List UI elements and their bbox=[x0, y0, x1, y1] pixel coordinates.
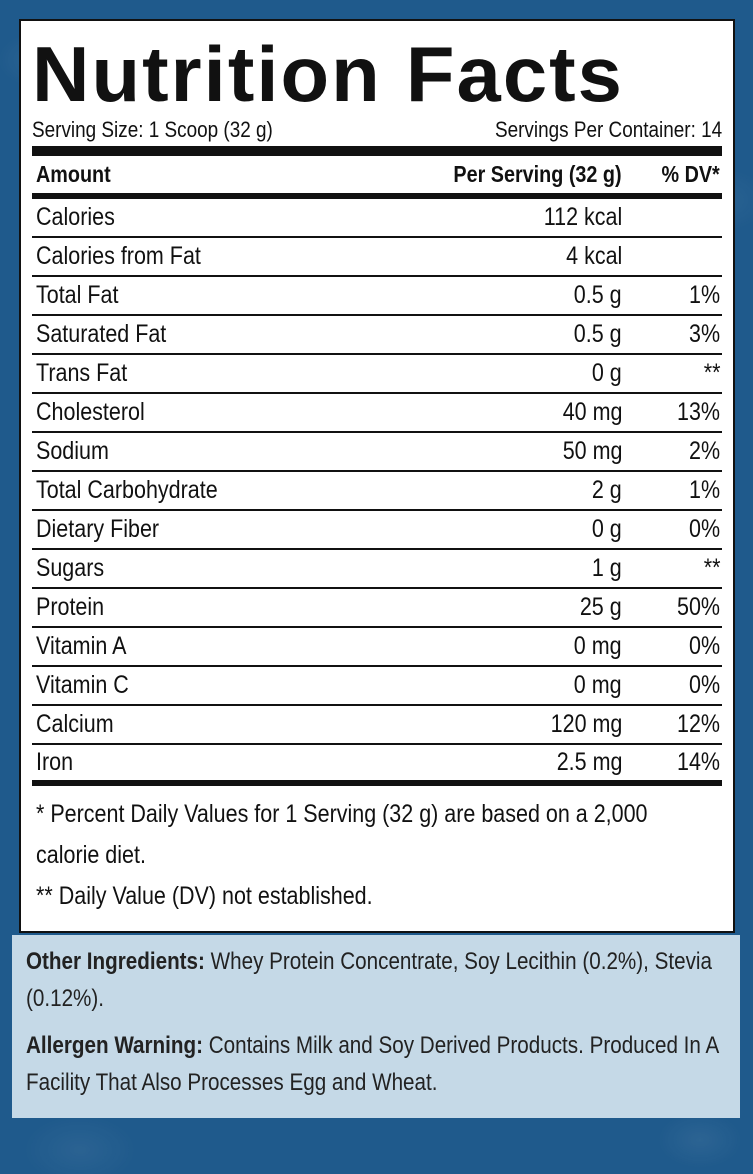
nutrient-amount: 0 mg bbox=[574, 671, 622, 699]
table-row bbox=[32, 199, 722, 238]
footnote-percent-dv: * Percent Daily Values for 1 Serving (32 g) are based on a 2,000 calorie diet. bbox=[36, 800, 648, 869]
serving-info bbox=[32, 117, 722, 156]
header-dv: % DV* bbox=[661, 161, 720, 187]
table-row bbox=[32, 433, 722, 472]
nutrition-label bbox=[19, 19, 735, 933]
header-amount: Amount bbox=[36, 161, 111, 187]
nutrient-dv: 13% bbox=[676, 398, 720, 426]
nutrient-name: Saturated Fat bbox=[36, 320, 167, 348]
nutrient-amount: 1 g bbox=[592, 554, 622, 582]
nutrient-name: Sugars bbox=[36, 554, 105, 582]
table-row bbox=[32, 550, 722, 589]
ingredients-panel bbox=[12, 935, 740, 1118]
nutrient-amount: 50 mg bbox=[562, 437, 622, 465]
other-ingredients bbox=[26, 943, 726, 1017]
nutrient-dv: 0% bbox=[688, 671, 720, 699]
nutrient-dv: ** bbox=[703, 359, 720, 387]
table-row bbox=[32, 628, 722, 667]
footnotes bbox=[32, 786, 722, 917]
table-row bbox=[32, 511, 722, 550]
table-row bbox=[32, 355, 722, 394]
nutrient-dv: 12% bbox=[676, 710, 720, 738]
nutrient-name: Trans Fat bbox=[36, 359, 128, 387]
nutrient-dv: ** bbox=[703, 554, 720, 582]
nutrient-amount: 0.5 g bbox=[574, 320, 622, 348]
nutrient-dv: 2% bbox=[688, 437, 720, 465]
nutrient-name: Calcium bbox=[36, 710, 114, 738]
ingredients-text: Whey Protein Concentrate, Soy Lecithin (0.2%), Stevia (0.12%). bbox=[26, 948, 712, 1012]
nutrient-dv: 3% bbox=[688, 320, 720, 348]
nutrient-amount: 112 kcal bbox=[543, 203, 622, 231]
table-row bbox=[32, 589, 722, 628]
nutrient-dv: 0% bbox=[688, 515, 720, 543]
nutrient-name: Calories bbox=[36, 203, 115, 231]
nutrient-amount: 2 g bbox=[592, 476, 622, 504]
nutrient-amount: 4 kcal bbox=[565, 242, 622, 270]
table-row bbox=[32, 745, 722, 786]
nutrient-name: Total Fat bbox=[36, 281, 119, 309]
nutrient-dv: 50% bbox=[676, 593, 720, 621]
nutrient-name: Vitamin C bbox=[36, 671, 129, 699]
table-row bbox=[32, 472, 722, 511]
nutrient-name: Dietary Fiber bbox=[36, 515, 160, 543]
allergen-label: Allergen Warning: bbox=[26, 1032, 203, 1059]
nutrient-amount: 0 g bbox=[592, 359, 622, 387]
page-title: Nutrition Facts bbox=[32, 30, 624, 118]
nutrient-amount: 0.5 g bbox=[574, 281, 622, 309]
ingredients-label: Other Ingredients: bbox=[26, 948, 205, 975]
nutrient-dv: 1% bbox=[688, 281, 720, 309]
nutrient-amount: 120 mg bbox=[550, 710, 622, 738]
serving-size: Serving Size: 1 Scoop (32 g) bbox=[32, 117, 273, 142]
nutrient-name: Cholesterol bbox=[36, 398, 145, 426]
table-row bbox=[32, 316, 722, 355]
header-per-serving: Per Serving (32 g) bbox=[453, 161, 622, 187]
servings-per-container: Servings Per Container: 14 bbox=[494, 117, 722, 142]
nutrient-dv: 1% bbox=[688, 476, 720, 504]
table-row bbox=[32, 667, 722, 706]
nutrient-amount: 0 mg bbox=[574, 632, 622, 660]
table-row bbox=[32, 277, 722, 316]
nutrient-amount: 40 mg bbox=[562, 398, 622, 426]
nutrient-name: Calories from Fat bbox=[36, 242, 201, 270]
nutrient-amount: 2.5 mg bbox=[556, 748, 622, 776]
allergen-text: Contains Milk and Soy Derived Products. Produced In A Facility That Also Processes Egg and Wheat. bbox=[26, 1032, 719, 1096]
nutrient-dv: 0% bbox=[688, 632, 720, 660]
table-row bbox=[32, 238, 722, 277]
nutrient-dv: 14% bbox=[676, 748, 720, 776]
table-header bbox=[32, 156, 722, 199]
nutrient-amount: 25 g bbox=[580, 593, 622, 621]
table-row bbox=[32, 706, 722, 745]
nutrient-name: Protein bbox=[36, 593, 105, 621]
nutrient-name: Vitamin A bbox=[36, 632, 127, 660]
table-row bbox=[32, 394, 722, 433]
nutrient-amount: 0 g bbox=[592, 515, 622, 543]
nutrient-name: Iron bbox=[36, 748, 74, 776]
nutrient-name: Total Carbohydrate bbox=[36, 476, 218, 504]
nutrient-table bbox=[32, 199, 722, 786]
nutrient-name: Sodium bbox=[36, 437, 109, 465]
footnote-not-established: ** Daily Value (DV) not established. bbox=[36, 882, 373, 910]
allergen-warning bbox=[26, 1027, 726, 1101]
